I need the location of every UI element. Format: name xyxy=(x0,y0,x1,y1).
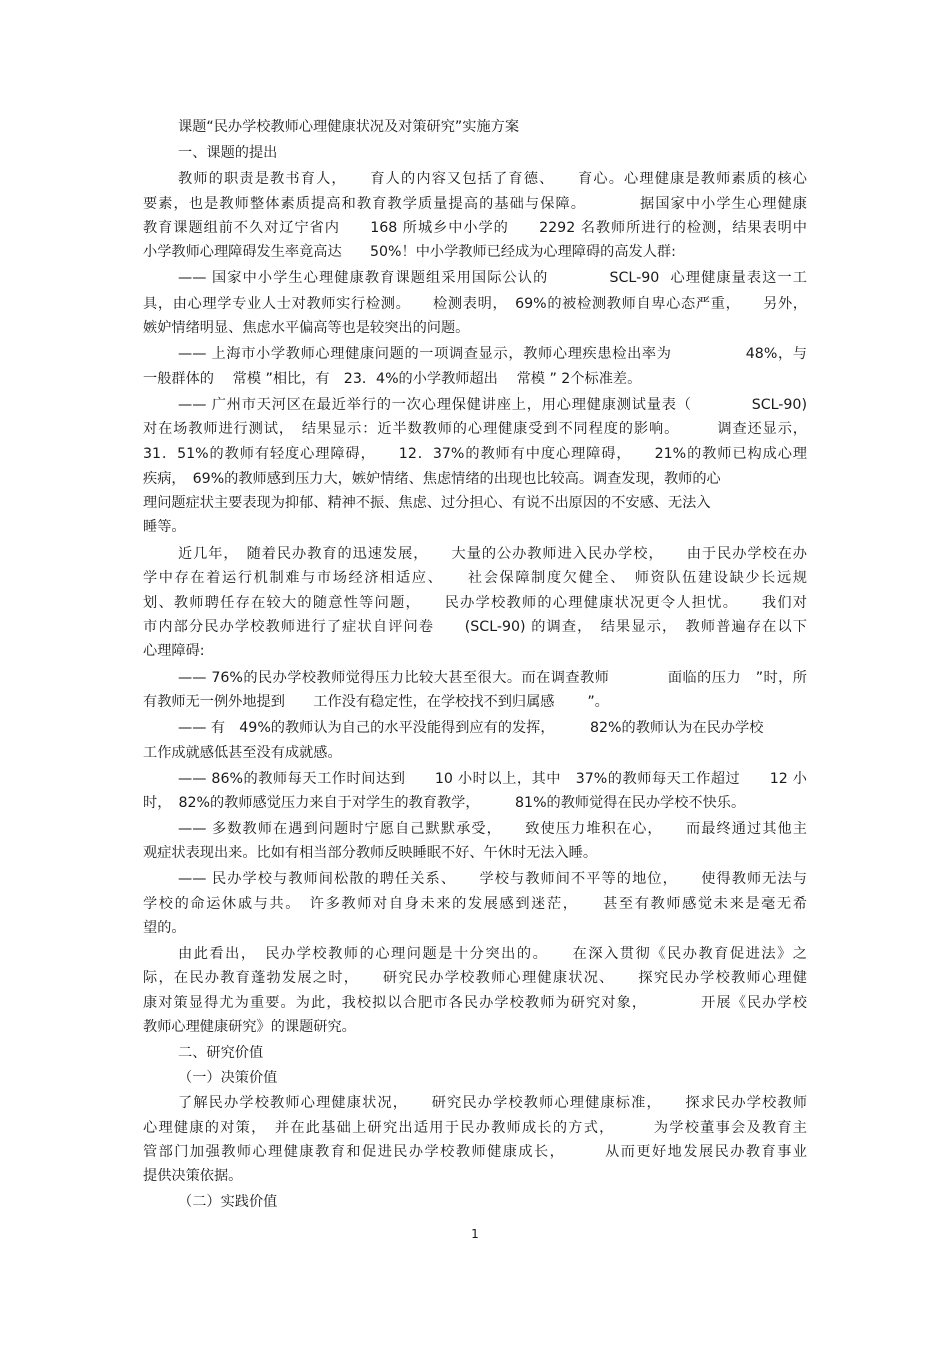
paragraph-line: 一般群体的 常模 ”相比，有 23．4%的小学教师超出 常模 ” 2个标准差。 xyxy=(143,371,642,387)
bullet-line: —— 国家中小学生心理健康教育课题组采用国际公认的 SCL-90 心理健康量表这一工 xyxy=(178,270,807,286)
document-title: 课题“民办学校教师心理健康状况及对策研究”实施方案 xyxy=(178,119,520,135)
subsection-heading: （二）实践价值 xyxy=(178,1194,278,1210)
paragraph-line: 际，在民办教育蓬勃发展之时， 研究民办学校教师心理健康状况、 探究民办学校教师心理健 xyxy=(143,970,807,986)
paragraph-line: 小学教师心理障碍发生率竟高达 50%！中小学教师已经成为心理障碍的高发人群: xyxy=(143,244,676,260)
paragraph-line: 管部门加强教师心理健康教育和促进民办学校教师健康成长， 从而更好地发展民办教育事业 xyxy=(143,1144,807,1160)
section-heading: 一、课题的提出 xyxy=(178,145,278,161)
paragraph-line: 睡等。 xyxy=(143,519,186,535)
paragraph-line: 学中存在着运行机制难与市场经济相适应、 社会保障制度欠健全、 师资队伍建设缺少长远规 xyxy=(143,570,807,586)
page-number: 1 xyxy=(471,1227,479,1241)
paragraph-line: 提供决策依据。 xyxy=(143,1168,243,1184)
paragraph-line: 由此看出， 民办学校教师的心理问题是十分突出的。 在深入贯彻《民办教育促进法》之 xyxy=(178,946,807,962)
paragraph-line: 心理健康的对策， 并在此基础上研究出适用于民办教师成长的方式， 为学校董事会及教育主 xyxy=(143,1120,807,1136)
bullet-line: —— 76%的民办学校教师觉得压力比较大甚至很大。而在调查教师 面临的压力 ”时，所 xyxy=(178,670,807,686)
paragraph-line: 观症状表现出来。比如有相当部分教师反映睡眠不好、午休时无法入睡。 xyxy=(143,845,598,861)
paragraph-line: 心理障碍: xyxy=(143,643,205,659)
paragraph-line: 工作成就感低甚至没有成就感。 xyxy=(143,745,342,761)
subsection-heading: （一）决策价值 xyxy=(178,1070,278,1086)
bullet-line: —— 86%的教师每天工作时间达到 10 小时以上，其中 37%的教师每天工作超过 12 小 xyxy=(178,771,807,787)
paragraph-line: 对在场教师进行测试， 结果显示：近半数教师的心理健康受到不同程度的影响。 调查还显示， xyxy=(143,421,807,437)
paragraph-line: 了解民办学校教师心理健康状况， 研究民办学校教师心理健康标准， 探求民办学校教师 xyxy=(178,1095,807,1111)
paragraph-line: 理问题症状主要表现为抑郁、精神不振、焦虑、过分担心、有说不出原因的不安感、无法入 xyxy=(143,495,711,511)
paragraph-line: 具，由心理学专业人士对教师实行检测。 检测表明， 69%的被检测教师自卑心态严重， 另外， xyxy=(143,296,807,312)
paragraph-line: 学校的命运休戚与共。 许多教师对自身未来的发展感到迷茫， 甚至有教师感觉未来是毫无希 xyxy=(143,896,807,912)
paragraph-line: 有教师无一例外地提到 工作没有稳定性，在学校找不到归属感 ”。 xyxy=(143,694,609,710)
paragraph-line: 教师心理健康研究》的课题研究。 xyxy=(143,1019,356,1035)
bullet-line: —— 有 49%的教师认为自己的水平没能得到应有的发挥， 82%的教师认为在民办学校 xyxy=(178,720,764,736)
paragraph-line: 市内部分民办学校教师进行了症状自评问卷 (SCL-90) 的调查， 结果显示， 教师普遍存在以下 xyxy=(143,619,807,635)
paragraph-line: 时， 82%的教师感觉压力来自于对学生的教育教学， 81%的教师觉得在民办学校不快乐。 xyxy=(143,795,746,811)
paragraph-line: 划、教师聘任存在较大的随意性等问题， 民办学校教师的心理健康状况更令人担忧。 我们对 xyxy=(143,595,807,611)
paragraph-line: 疾病， 69%的教师感到压力大，嫉妒情绪、焦虑情绪的出现也比较高。调查发现，教师的心 xyxy=(143,471,721,487)
paragraph-line: 31．51%的教师有轻度心理障碍， 12．37%的教师有中度心理障碍， 21%的教师已构成心理 xyxy=(143,446,807,462)
bullet-line: —— 广州市天河区在最近举行的一次心理保健讲座上，用心理健康测试量表（ SCL-90) xyxy=(178,397,807,413)
paragraph-line: 嫉妒情绪明显、焦虑水平偏高等也是较突出的问题。 xyxy=(143,320,470,336)
section-heading: 二、研究价值 xyxy=(178,1045,264,1061)
paragraph-line: 教育课题组前不久对辽宁省内 168 所城乡中小学的 2292 名教师所进行的检测，结果表明中 xyxy=(143,220,807,236)
paragraph-line: 康对策显得尤为重要。为此，我校拟以合肥市各民办学校教师为研究对象， 开展《民办学校 xyxy=(143,995,807,1011)
paragraph-line: 望的。 xyxy=(143,920,186,936)
paragraph-line: 教师的职责是教书育人， 育人的内容又包括了育德、 育心。心理健康是教师素质的核心 xyxy=(178,171,807,187)
bullet-line: —— 多数教师在遇到问题时宁愿自己默默承受， 致使压力堆积在心， 而最终通过其他主 xyxy=(178,821,807,837)
bullet-line: —— 民办学校与教师间松散的聘任关系、 学校与教师间不平等的地位， 使得教师无法与 xyxy=(178,871,807,887)
paragraph-line: 近几年， 随着民办教育的迅速发展， 大量的公办教师进入民办学校， 由于民办学校在办 xyxy=(178,546,807,562)
paragraph-line: 要素，也是教师整体素质提高和教育教学质量提高的基础与保障。 据国家中小学生心理健康 xyxy=(143,196,807,212)
bullet-line: —— 上海市小学教师心理健康问题的一项调查显示，教师心理疾患检出率为 48%，与 xyxy=(178,346,807,362)
